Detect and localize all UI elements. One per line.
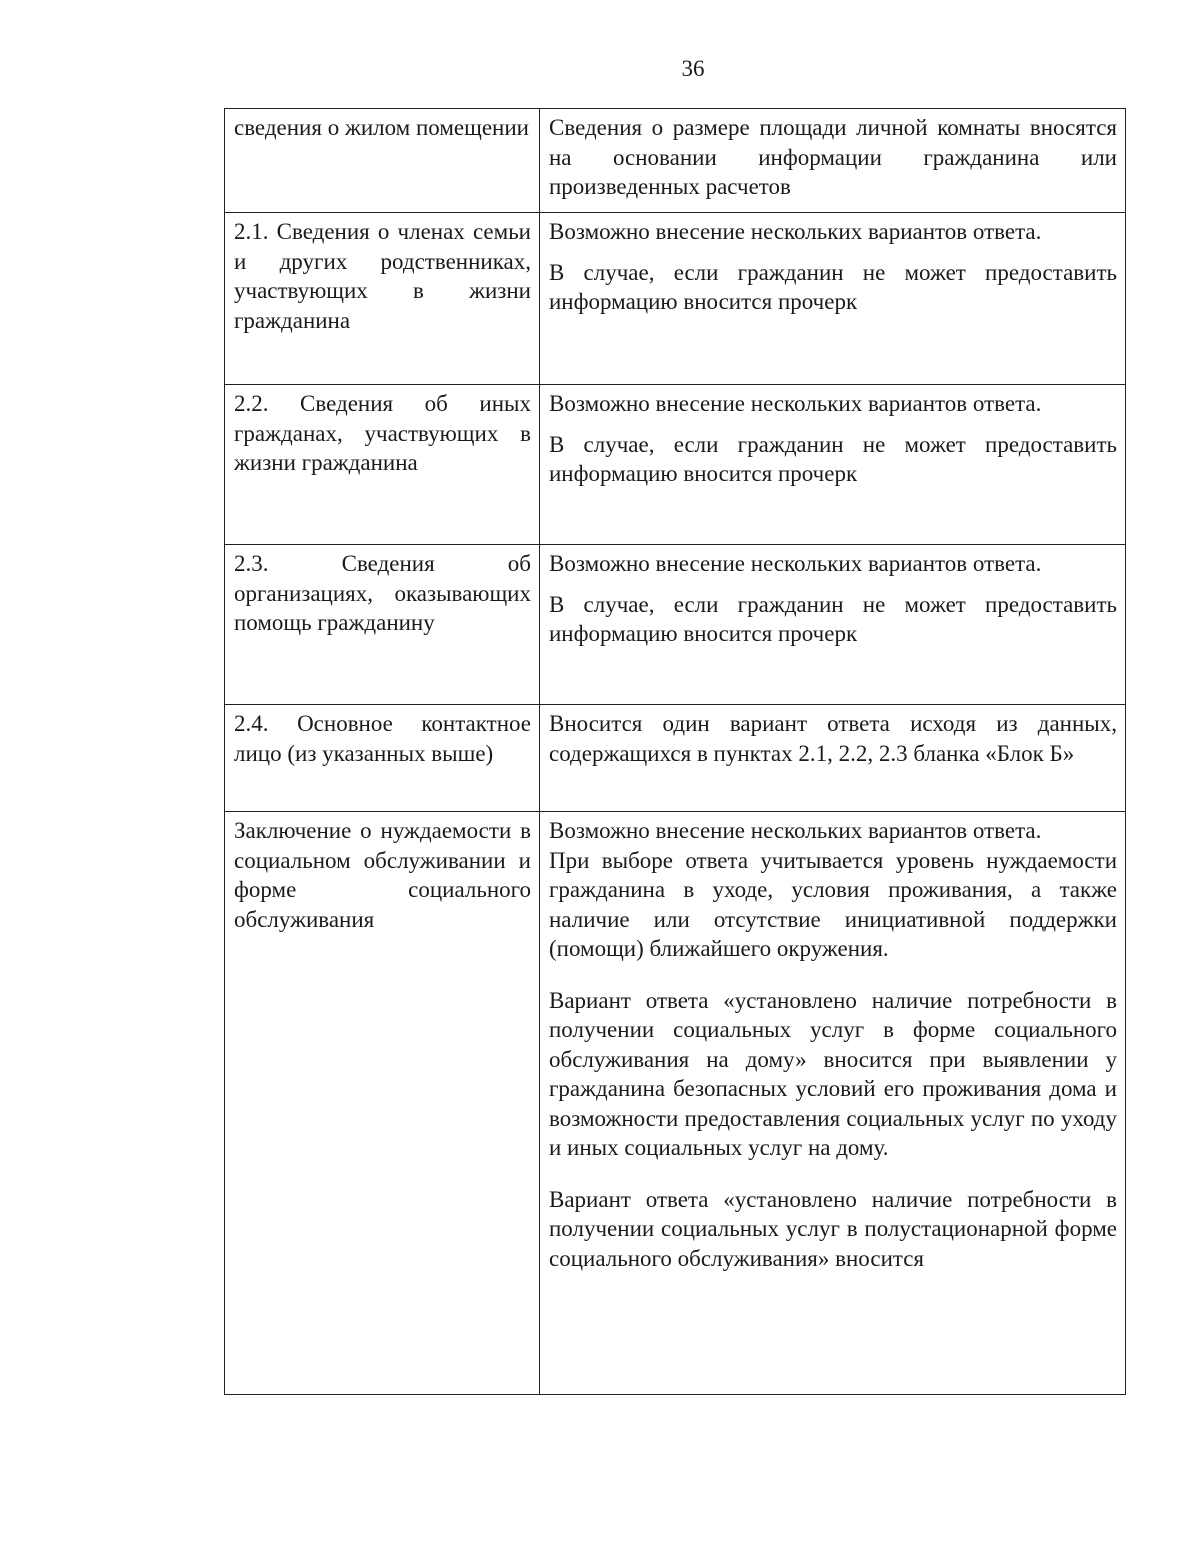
requirements-table: [224, 108, 1126, 1395]
field-name-cell: [225, 109, 540, 213]
instruction-paragraph: В случае, если гражданин не может предоставить информацию вносится прочерк: [549, 259, 1117, 314]
page-number: 36: [681, 56, 705, 81]
table-row: [225, 705, 1126, 812]
table-row: [225, 545, 1126, 705]
instruction-paragraph: В случае, если гражданин не может предоставить информацию вносится прочерк: [549, 591, 1117, 646]
table-row: [225, 812, 1126, 1395]
instruction-paragraph: При выборе ответа учитывается уровень нуждаемости гражданина в уходе, условия проживания, а также наличие или отсутствие инициативной поддержки (помощи) ближайшего окружения.: [549, 847, 1117, 961]
instruction-paragraph: Вносится один вариант ответа исходя из данных, содержащихся в пунктах 2.1, 2.2, 2.3 бланка «Блок Б»: [549, 711, 1117, 766]
field-name-cell: [225, 213, 540, 385]
instruction-paragraph: В случае, если гражданин не может предоставить информацию вносится прочерк: [549, 431, 1117, 486]
field-instruction-cell: [540, 545, 1126, 705]
field-instruction-cell: [540, 812, 1126, 1395]
instruction-paragraph: Сведения о размере площади личной комнаты вносятся на основании информации гражданина или произведенных расчетов: [549, 115, 1117, 199]
instruction-paragraph: Возможно внесение нескольких вариантов ответа.: [549, 551, 1042, 576]
field-instruction-cell: [540, 109, 1126, 213]
field-instruction-cell: [540, 213, 1126, 385]
instruction-paragraph: Вариант ответа «установлено наличие потребности в получении социальных услуг в форме социального обслуживания на дому» вносится при выявлении у гражданина безопасных условий его проживания дома и возможности предоставления социальных услуг по уходу и иных социальных услуг на дому.: [549, 987, 1117, 1160]
instruction-paragraph: Возможно внесение нескольких вариантов ответа.: [549, 818, 1042, 843]
field-name: 2.4. Основное контактное лицо (из указанных выше): [234, 711, 531, 766]
instruction-paragraph: Возможно внесение нескольких вариантов ответа.: [549, 391, 1042, 416]
field-name: 2.1. Сведения о членах семьи и других родственниках, участвующих в жизни гражданина: [234, 219, 531, 333]
table-row: [225, 213, 1126, 385]
field-name: сведения о жилом помещении: [234, 115, 529, 140]
field-name: 2.3. Сведения об организациях, оказывающих помощь гражданину: [234, 551, 531, 635]
field-name-cell: [225, 545, 540, 705]
field-instruction-cell: [540, 385, 1126, 545]
field-name-cell: [225, 385, 540, 545]
field-name-cell: [225, 812, 540, 1395]
field-name: 2.2. Сведения об иных гражданах, участвующих в жизни гражданина: [234, 391, 531, 475]
instruction-paragraph: Возможно внесение нескольких вариантов ответа.: [549, 219, 1042, 244]
field-name-cell: [225, 705, 540, 812]
field-name: Заключение о нуждаемости в социальном обслуживании и форме социального обслуживания: [234, 818, 531, 932]
instruction-paragraph: Вариант ответа «установлено наличие потребности в получении социальных услуг в полустационарной форме социального обслуживания» вносится: [549, 1186, 1117, 1271]
field-instruction-cell: [540, 705, 1126, 812]
table-row: [225, 109, 1126, 213]
table-row: [225, 385, 1126, 545]
